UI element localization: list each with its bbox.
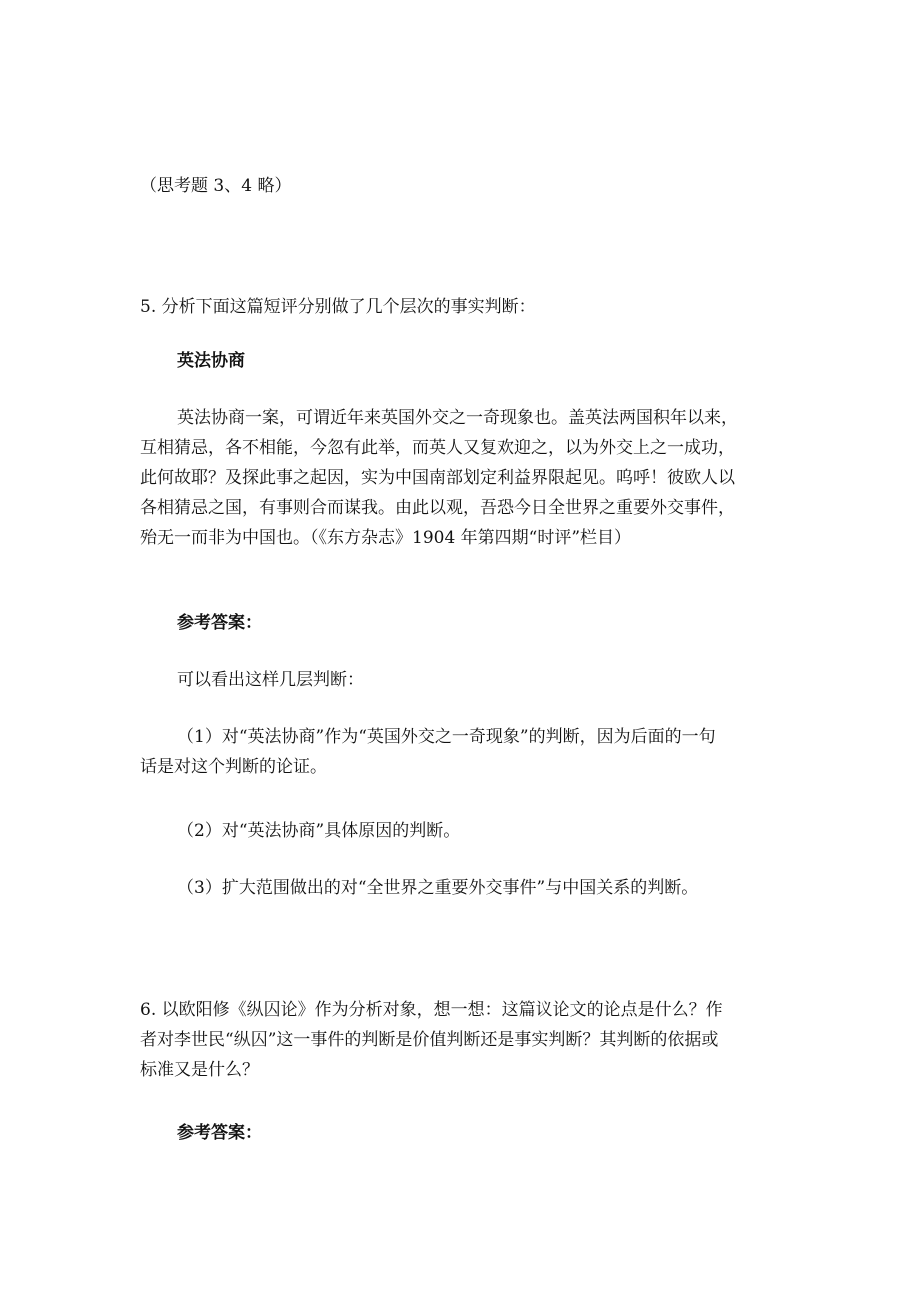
answer-label-6: 参考答案： (177, 1123, 262, 1143)
answer-item-1-line: （1）对“英法协商”作为“英国外交之一奇现象”的判断，因为后面的一句 (177, 727, 716, 747)
article-line: 互相猜忌，各不相能，今忽有此举，而英人又复欢迎之，以为外交上之一成功， (140, 438, 735, 458)
question-6-line: 者对李世民“纵囚”这一事件的判断是价值判断还是事实判断？其判断的依据或 (140, 1030, 719, 1050)
article-line: 英法协商一案，可谓近年来英国外交之一奇现象也。盖英法两国积年以来， (177, 408, 738, 428)
answer-label-5: 参考答案： (177, 613, 262, 633)
question-6-line: 标准又是什么？ (140, 1060, 259, 1080)
answer-item-3: （3）扩大范围做出的对“全世界之重要外交事件”与中国关系的判断。 (177, 878, 699, 898)
answer-item-1-line: 话是对这个判断的论证。 (140, 757, 327, 777)
question-6 (140, 995, 790, 1085)
question-6-line: 6. 以欧阳修《纵囚论》作为分析对象，想一想：这篇议论文的论点是什么？作 (140, 1000, 723, 1020)
article-line: 此何故耶？及探此事之起因，实为中国南部划定利益界限起见。呜呼！彼欧人以 (140, 468, 735, 488)
article-title: 英法协商 (177, 351, 245, 371)
answer-item-2: （2）对“英法协商”具体原因的判断。 (177, 821, 461, 841)
answer-intro: 可以看出这样几层判断： (177, 670, 364, 690)
article-line: 各相猜忌之国，有事则合而谋我。由此以观，吾恐今日全世界之重要外交事件， (140, 498, 735, 518)
answer-item-1 (140, 722, 790, 782)
article-line: 殆无一而非为中国也。（《东方杂志》1904 年第四期“时评”栏目） (140, 528, 632, 548)
omitted-questions-note: （思考题 3、4 略） (140, 176, 292, 196)
question-5: 5. 分析下面这篇短评分别做了几个层次的事实判断： (140, 297, 536, 317)
article-body (140, 403, 790, 553)
